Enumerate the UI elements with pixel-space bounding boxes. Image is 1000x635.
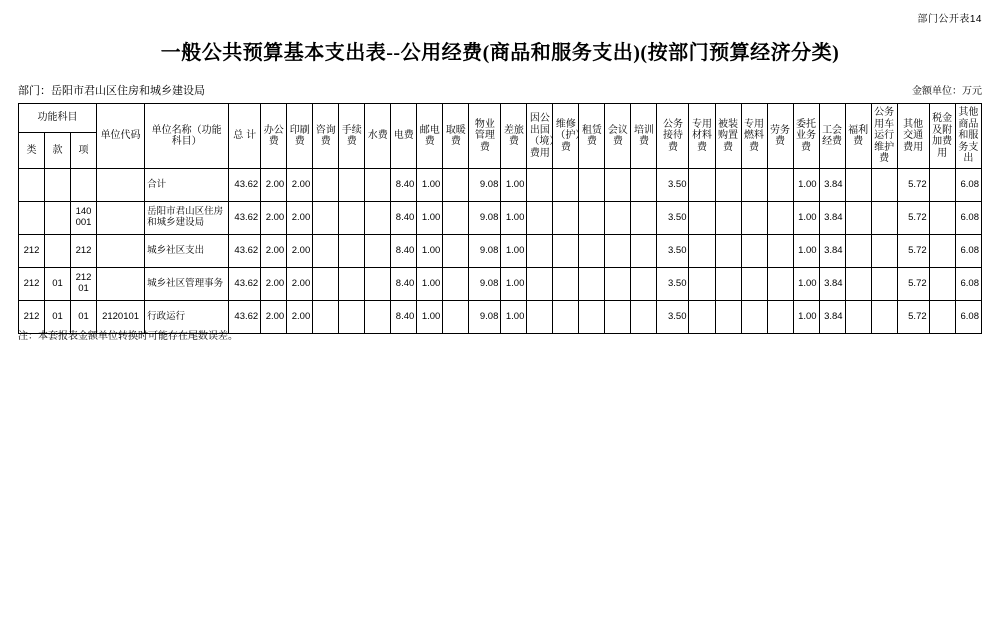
cell-value-26 (929, 301, 955, 334)
header-col-16: 公务接待费 (657, 104, 689, 169)
cell-xiang: 01 (71, 301, 97, 334)
cell-value-19 (741, 301, 767, 334)
header-col-11: 因公出国（境）费用 (527, 104, 553, 169)
cell-value-17 (689, 301, 715, 334)
cell-value-16: 3.50 (657, 202, 689, 235)
cell-value-10: 1.00 (501, 202, 527, 235)
cell-value-14 (605, 268, 631, 301)
cell-value-16: 3.50 (657, 169, 689, 202)
cell-value-0: 43.62 (229, 169, 261, 202)
table-row (19, 169, 982, 202)
cell-value-6: 8.40 (391, 301, 417, 334)
cell-xiang: 140001 (71, 202, 97, 235)
cell-value-26 (929, 268, 955, 301)
header-col-3: 咨询费 (313, 104, 339, 169)
cell-value-6: 8.40 (391, 235, 417, 268)
header-col-18: 被装购置费 (715, 104, 741, 169)
header-col-4: 手续费 (339, 104, 365, 169)
cell-xiang: 21201 (71, 268, 97, 301)
cell-value-11 (527, 202, 553, 235)
cell-unit-code: 2120101 (97, 301, 145, 334)
cell-value-20 (767, 169, 793, 202)
cell-value-26 (929, 235, 955, 268)
cell-value-4 (339, 235, 365, 268)
cell-value-21: 1.00 (793, 202, 819, 235)
cell-value-20 (767, 301, 793, 334)
cell-value-5 (365, 301, 391, 334)
cell-value-14 (605, 301, 631, 334)
cell-value-23 (845, 235, 871, 268)
cell-lei: 212 (19, 268, 45, 301)
budget-table-wrapper (18, 103, 982, 334)
cell-value-7: 1.00 (417, 235, 443, 268)
cell-value-17 (689, 268, 715, 301)
budget-table-body (19, 169, 982, 334)
cell-value-8 (443, 301, 469, 334)
header-col-7: 邮电费 (417, 104, 443, 169)
cell-value-23 (845, 169, 871, 202)
header-col-25: 其他交通费用 (897, 104, 929, 169)
page-header-label: 部门公开表14 (917, 14, 982, 25)
cell-value-24 (871, 301, 897, 334)
cell-value-0: 43.62 (229, 301, 261, 334)
cell-value-9: 9.08 (469, 301, 501, 334)
cell-value-14 (605, 169, 631, 202)
header-sub-kuan: 款 (45, 133, 71, 169)
cell-value-19 (741, 202, 767, 235)
cell-value-1: 2.00 (261, 202, 287, 235)
document-meta (18, 82, 982, 98)
header-sub-lei: 类 (19, 133, 45, 169)
cell-value-24 (871, 268, 897, 301)
cell-value-27: 6.08 (955, 169, 981, 202)
cell-value-15 (631, 268, 657, 301)
cell-value-6: 8.40 (391, 268, 417, 301)
cell-value-1: 2.00 (261, 169, 287, 202)
cell-value-3 (313, 301, 339, 334)
cell-value-7: 1.00 (417, 169, 443, 202)
cell-value-0: 43.62 (229, 202, 261, 235)
cell-value-15 (631, 235, 657, 268)
cell-value-5 (365, 202, 391, 235)
cell-value-22: 3.84 (819, 268, 845, 301)
header-unit-name: 单位名称（功能科目） (145, 104, 229, 169)
cell-value-8 (443, 202, 469, 235)
cell-value-7: 1.00 (417, 202, 443, 235)
cell-value-9: 9.08 (469, 202, 501, 235)
cell-value-18 (715, 301, 741, 334)
cell-value-22: 3.84 (819, 235, 845, 268)
cell-value-25: 5.72 (897, 235, 929, 268)
cell-value-20 (767, 235, 793, 268)
header-col-14: 会议费 (605, 104, 631, 169)
amount-unit-label: 金额单位：万元 (912, 86, 982, 97)
cell-value-27: 6.08 (955, 301, 981, 334)
header-col-13: 租赁费 (579, 104, 605, 169)
cell-value-11 (527, 235, 553, 268)
cell-lei (19, 169, 45, 202)
cell-value-18 (715, 169, 741, 202)
cell-value-13 (579, 235, 605, 268)
table-row (19, 202, 982, 235)
cell-value-2: 2.00 (287, 202, 313, 235)
cell-lei: 212 (19, 235, 45, 268)
cell-value-24 (871, 202, 897, 235)
cell-value-11 (527, 301, 553, 334)
cell-value-15 (631, 169, 657, 202)
cell-value-10: 1.00 (501, 301, 527, 334)
cell-value-13 (579, 301, 605, 334)
cell-value-3 (313, 202, 339, 235)
cell-value-12 (553, 301, 579, 334)
cell-value-1: 2.00 (261, 268, 287, 301)
cell-kuan (45, 235, 71, 268)
cell-value-25: 5.72 (897, 268, 929, 301)
cell-value-7: 1.00 (417, 301, 443, 334)
cell-value-6: 8.40 (391, 169, 417, 202)
header-col-26: 税金及附加费用 (929, 104, 955, 169)
cell-value-21: 1.00 (793, 169, 819, 202)
cell-value-15 (631, 301, 657, 334)
cell-value-1: 2.00 (261, 301, 287, 334)
header-col-8: 取暖费 (443, 104, 469, 169)
cell-value-12 (553, 268, 579, 301)
cell-value-27: 6.08 (955, 202, 981, 235)
cell-value-3 (313, 268, 339, 301)
header-col-27: 其他商品和服务支出 (955, 104, 981, 169)
cell-value-10: 1.00 (501, 235, 527, 268)
cell-value-18 (715, 268, 741, 301)
cell-value-18 (715, 235, 741, 268)
cell-value-21: 1.00 (793, 235, 819, 268)
cell-value-11 (527, 169, 553, 202)
cell-value-23 (845, 301, 871, 334)
cell-value-8 (443, 169, 469, 202)
cell-value-1: 2.00 (261, 235, 287, 268)
cell-value-4 (339, 268, 365, 301)
cell-value-23 (845, 268, 871, 301)
cell-value-2: 2.00 (287, 169, 313, 202)
header-col-10: 差旅费 (501, 104, 527, 169)
cell-value-2: 2.00 (287, 268, 313, 301)
cell-value-16: 3.50 (657, 268, 689, 301)
cell-lei: 212 (19, 301, 45, 334)
cell-value-8 (443, 235, 469, 268)
department-label: 部门：岳阳市君山区住房和城乡建设局 (18, 85, 205, 97)
cell-value-6: 8.40 (391, 202, 417, 235)
cell-unit-name: 城乡社区支出 (145, 235, 229, 268)
cell-value-20 (767, 268, 793, 301)
cell-unit-code (97, 235, 145, 268)
cell-value-2: 2.00 (287, 301, 313, 334)
footnote: 注：本套报表金额单位转换时可能存在尾数误差。 (18, 331, 238, 342)
cell-value-24 (871, 169, 897, 202)
table-row (19, 235, 982, 268)
cell-value-5 (365, 235, 391, 268)
header-col-17: 专用材料费 (689, 104, 715, 169)
cell-value-5 (365, 169, 391, 202)
table-header-group-row (19, 104, 982, 133)
cell-value-8 (443, 268, 469, 301)
cell-value-17 (689, 169, 715, 202)
cell-value-13 (579, 169, 605, 202)
cell-value-17 (689, 202, 715, 235)
cell-kuan (45, 202, 71, 235)
cell-value-4 (339, 301, 365, 334)
cell-value-12 (553, 235, 579, 268)
cell-value-27: 6.08 (955, 235, 981, 268)
header-unit-code: 单位代码 (97, 104, 145, 169)
cell-unit-name: 城乡社区管理事务 (145, 268, 229, 301)
header-function-subject: 功能科目 (19, 104, 97, 133)
cell-value-23 (845, 202, 871, 235)
cell-unit-code (97, 268, 145, 301)
cell-value-19 (741, 235, 767, 268)
header-col-24: 公务用车运行维护费 (871, 104, 897, 169)
cell-value-13 (579, 202, 605, 235)
cell-value-4 (339, 169, 365, 202)
header-col-20: 劳务费 (767, 104, 793, 169)
cell-value-16: 3.50 (657, 235, 689, 268)
cell-value-14 (605, 235, 631, 268)
cell-value-20 (767, 202, 793, 235)
cell-value-22: 3.84 (819, 169, 845, 202)
cell-xiang: 212 (71, 235, 97, 268)
cell-value-22: 3.84 (819, 202, 845, 235)
cell-value-24 (871, 235, 897, 268)
header-col-22: 工会经费 (819, 104, 845, 169)
cell-unit-name: 合计 (145, 169, 229, 202)
header-col-5: 水费 (365, 104, 391, 169)
cell-value-12 (553, 202, 579, 235)
cell-value-11 (527, 268, 553, 301)
cell-value-10: 1.00 (501, 268, 527, 301)
header-col-12: 维修（护）费 (553, 104, 579, 169)
header-col-15: 培训费 (631, 104, 657, 169)
cell-value-3 (313, 169, 339, 202)
cell-unit-code (97, 202, 145, 235)
cell-value-5 (365, 268, 391, 301)
cell-lei (19, 202, 45, 235)
cell-value-21: 1.00 (793, 268, 819, 301)
header-col-9: 物业管理费 (469, 104, 501, 169)
cell-value-7: 1.00 (417, 268, 443, 301)
header-col-1: 办公费 (261, 104, 287, 169)
table-row (19, 268, 982, 301)
cell-value-0: 43.62 (229, 268, 261, 301)
cell-value-17 (689, 235, 715, 268)
header-col-21: 委托业务费 (793, 104, 819, 169)
cell-value-4 (339, 202, 365, 235)
header-col-23: 福利费 (845, 104, 871, 169)
cell-value-2: 2.00 (287, 235, 313, 268)
cell-value-16: 3.50 (657, 301, 689, 334)
cell-value-25: 5.72 (897, 202, 929, 235)
cell-value-9: 9.08 (469, 235, 501, 268)
cell-value-3 (313, 235, 339, 268)
cell-value-27: 6.08 (955, 268, 981, 301)
cell-value-15 (631, 202, 657, 235)
header-col-0: 总 计 (229, 104, 261, 169)
cell-value-25: 5.72 (897, 169, 929, 202)
cell-value-14 (605, 202, 631, 235)
cell-value-22: 3.84 (819, 301, 845, 334)
cell-unit-code (97, 169, 145, 202)
cell-value-19 (741, 268, 767, 301)
cell-value-26 (929, 202, 955, 235)
cell-kuan (45, 169, 71, 202)
header-sub-xiang: 项 (71, 133, 97, 169)
cell-value-21: 1.00 (793, 301, 819, 334)
cell-kuan: 01 (45, 301, 71, 334)
cell-xiang (71, 169, 97, 202)
cell-value-12 (553, 169, 579, 202)
header-col-19: 专用燃料费 (741, 104, 767, 169)
cell-value-25: 5.72 (897, 301, 929, 334)
page-title: 一般公共预算基本支出表--公用经费(商品和服务支出)(按部门预算经济分类) (160, 42, 840, 64)
cell-unit-name: 行政运行 (145, 301, 229, 334)
cell-value-19 (741, 169, 767, 202)
cell-value-18 (715, 202, 741, 235)
cell-value-10: 1.00 (501, 169, 527, 202)
cell-value-9: 9.08 (469, 268, 501, 301)
cell-unit-name: 岳阳市君山区住房和城乡建设局 (145, 202, 229, 235)
cell-value-26 (929, 169, 955, 202)
budget-table (18, 103, 982, 334)
header-col-6: 电费 (391, 104, 417, 169)
cell-value-13 (579, 268, 605, 301)
header-col-2: 印刷费 (287, 104, 313, 169)
cell-value-0: 43.62 (229, 235, 261, 268)
cell-kuan: 01 (45, 268, 71, 301)
cell-value-9: 9.08 (469, 169, 501, 202)
